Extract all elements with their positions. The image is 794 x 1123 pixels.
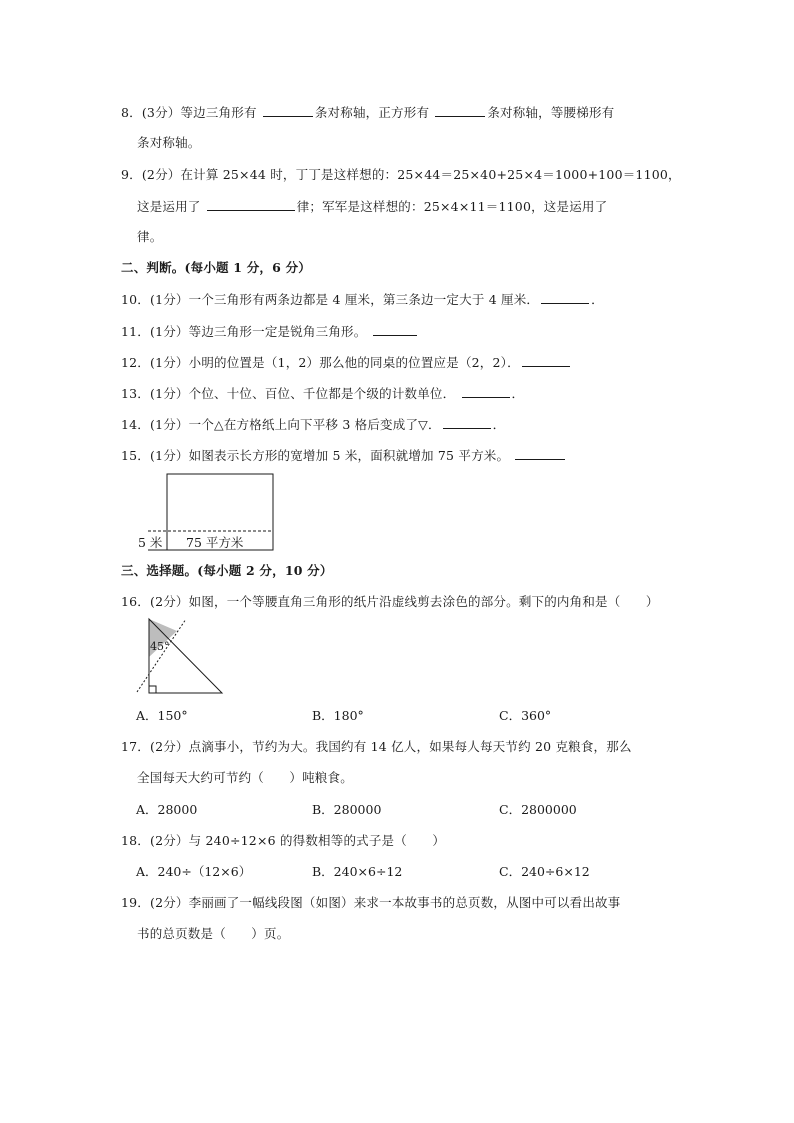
q17-line1: 17．(2分）点滴事小，节约为大。我国约有 14 亿人，如果每人每天节约 20 克粮食，那么	[121, 739, 632, 754]
q19-line1: 19．(2分）李丽画了一幅线段图（如图）来求一本故事书的总页数，从图中可以看出故事	[121, 895, 621, 910]
q8-blank-2[interactable]	[435, 103, 485, 117]
q15-line	[121, 446, 567, 465]
q17-option-a[interactable]: A．28000	[136, 802, 198, 817]
q9-text-a: 这是运用了	[137, 199, 205, 214]
angle-45-label: 45°	[150, 640, 170, 653]
q16-option-a[interactable]: A．150°	[136, 708, 188, 723]
q14-text: 14．(1分）一个△在方格纸上向下平移 3 格后变成了▽．	[121, 417, 441, 432]
q12-text: 12．(1分）小明的位置是（1，2）那么他的同桌的位置应是（2，2）．	[121, 355, 520, 370]
q13-line	[121, 384, 524, 403]
q18-option-a[interactable]: A．240÷（12×6）	[136, 864, 252, 879]
q8-line1	[121, 103, 614, 122]
q10-end: ．	[591, 292, 604, 307]
q17-option-b[interactable]: B．280000	[312, 802, 382, 817]
q9-line2	[137, 197, 607, 216]
q8-line2: 条对称轴。	[137, 135, 201, 150]
q17-line2: 全国每天大约可节约（ ）吨粮食。	[137, 770, 353, 785]
q10-blank[interactable]	[541, 290, 589, 304]
q8-blank-1[interactable]	[263, 103, 313, 117]
q12-blank[interactable]	[522, 353, 570, 367]
q9-line3: 律。	[137, 229, 163, 244]
width-increase-label: 5 米	[138, 535, 163, 550]
q11-line	[121, 322, 419, 341]
q18-line: 18．(2分）与 240÷12×6 的得数相等的式子是（ ）	[121, 833, 446, 848]
q16-line: 16．(2分）如图，一个等腰直角三角形的纸片沿虚线剪去涂色的部分。剩下的内角和是（ ）	[121, 594, 659, 609]
q13-blank[interactable]	[462, 384, 510, 398]
q8-text-c: 条对称轴，等腰梯形有	[487, 105, 615, 120]
right-angle-mark	[149, 686, 156, 693]
q11-blank[interactable]	[373, 322, 417, 336]
q18-option-b[interactable]: B．240×6÷12	[312, 864, 403, 879]
q11-text: 11．(1分）等边三角形一定是锐角三角形。	[121, 324, 371, 339]
section-2-heading: 二、判断。(每小题 1 分，6 分）	[121, 260, 311, 275]
q14-blank[interactable]	[443, 415, 491, 429]
q14-line	[121, 415, 505, 434]
q8-text-a: 8．(3分）等边三角形有	[121, 105, 261, 120]
area-increase-label: 75 平方米	[186, 535, 244, 550]
q14-end: ．	[492, 417, 506, 432]
triangle-figure	[134, 616, 226, 696]
q8-text-b: 条对称轴，正方形有	[314, 105, 434, 120]
q10-line	[121, 290, 604, 309]
q10-text: 10．(1分）一个三角形有两条边都是 4 厘米，第三条边一定大于 4 厘米．	[121, 292, 540, 307]
q19-line2: 书的总页数是（ ）页。	[137, 926, 290, 941]
q16-option-b[interactable]: B．180°	[312, 708, 364, 723]
q18-option-c[interactable]: C．240÷6×12	[499, 864, 590, 879]
q12-line	[121, 353, 572, 372]
section-3-heading: 三、选择题。(每小题 2 分，10 分）	[121, 563, 333, 578]
q13-text: 13．(1分）个位、十位、百位、千位都是个级的计数单位．	[121, 386, 460, 401]
q15-blank[interactable]	[515, 446, 565, 460]
q13-end: ．	[511, 386, 525, 401]
q9-line1: 9．(2分）在计算 25×44 时，丁丁是这样想的：25×44＝25×40+25×4＝1000+100＝1100，	[121, 167, 681, 182]
rectangle-figure	[136, 470, 278, 554]
triangle-outline	[149, 619, 222, 693]
q15-text: 15．(1分）如图表示长方形的宽增加 5 米，面积就增加 75 平方米。	[121, 448, 514, 463]
q9-blank-1[interactable]	[207, 197, 295, 211]
q9-text-b: 律；军军是这样想的：25×4×11＝1100，这是运用了	[296, 199, 608, 214]
q16-option-c[interactable]: C．360°	[499, 708, 552, 723]
q17-option-c[interactable]: C．2800000	[499, 802, 577, 817]
